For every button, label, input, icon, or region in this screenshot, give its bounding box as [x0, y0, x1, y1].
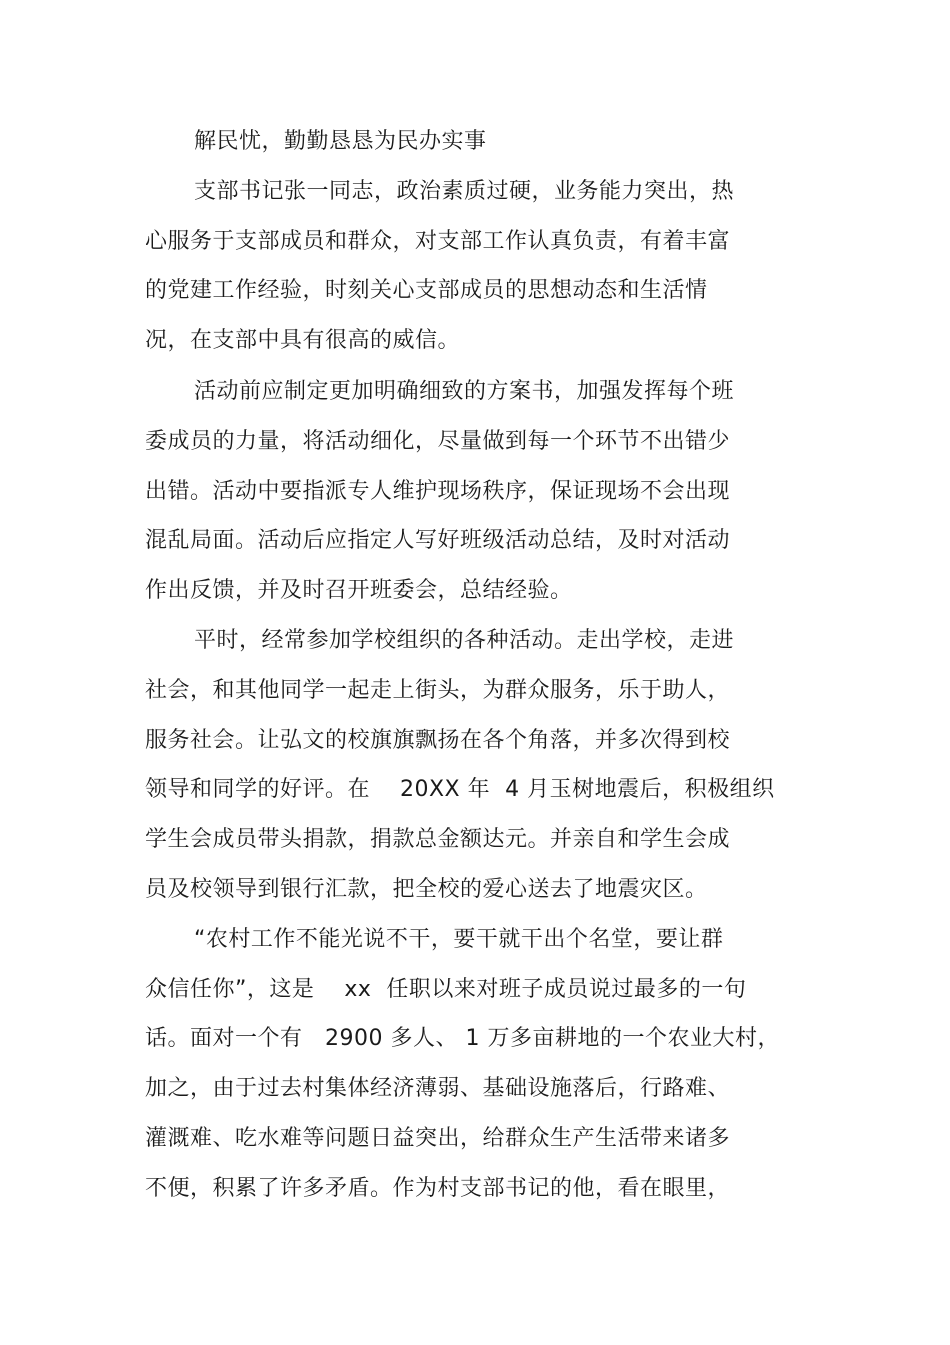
text-line: 不便，积累了许多矛盾。作为村支部书记的他，看在眼里， — [145, 1176, 731, 1201]
text-line: 解民忧，勤勤恳恳为民办实事 — [194, 129, 487, 154]
text-line: 领导和同学的好评。在 20XX 年 4 月玉树地震后，积极组织 — [145, 777, 775, 802]
text-line: 话。面对一个有 2900 多人、 1 万多亩耕地的一个农业大村， — [145, 1026, 780, 1051]
text-line: 支部书记张一同志，政治素质过硬，业务能力突出，热 — [194, 179, 735, 204]
text-line: 出错。活动中要指派专人维护现场秩序，保证现场不会出现 — [145, 479, 731, 504]
text-line: “农村工作不能光说不干，要干就干出个名堂，要让群 — [194, 927, 724, 952]
text-line: 混乱局面。活动后应指定人写好班级活动总结，及时对活动 — [145, 528, 731, 553]
text-line: 心服务于支部成员和群众，对支部工作认真负责，有着丰富 — [145, 229, 731, 254]
text-line: 的党建工作经验，时刻关心支部成员的思想动态和生活情 — [145, 278, 708, 303]
text-line: 灌溉难、吃水难等问题日益突出，给群众生产生活带来诸多 — [145, 1126, 731, 1151]
text-line: 学生会成员带头捐款，捐款总金额达元。并亲自和学生会成 — [145, 827, 731, 852]
text-line: 加之，由于过去村集体经济薄弱、基础设施落后，行路难、 — [145, 1076, 731, 1101]
text-line: 众信任你”，这是 xx 任职以来对班子成员说过最多的一句 — [145, 977, 747, 1002]
text-line: 活动前应制定更加明确细致的方案书，加强发挥每个班 — [194, 379, 735, 404]
text-line: 委成员的力量，将活动细化，尽量做到每一个环节不出错少 — [145, 429, 731, 454]
text-line: 平时，经常参加学校组织的各种活动。走出学校，走进 — [194, 628, 735, 653]
text-line: 作出反馈，并及时召开班委会，总结经验。 — [145, 578, 573, 603]
text-line: 员及校领导到银行汇款，把全校的爱心送去了地震灾区。 — [145, 877, 708, 902]
text-line: 况，在支部中具有很高的威信。 — [145, 328, 461, 353]
text-line: 服务社会。让弘文的校旗旗飘扬在各个角落，并多次得到校 — [145, 728, 731, 753]
text-line: 社会，和其他同学一起走上街头，为群众服务，乐于助人， — [145, 678, 731, 703]
